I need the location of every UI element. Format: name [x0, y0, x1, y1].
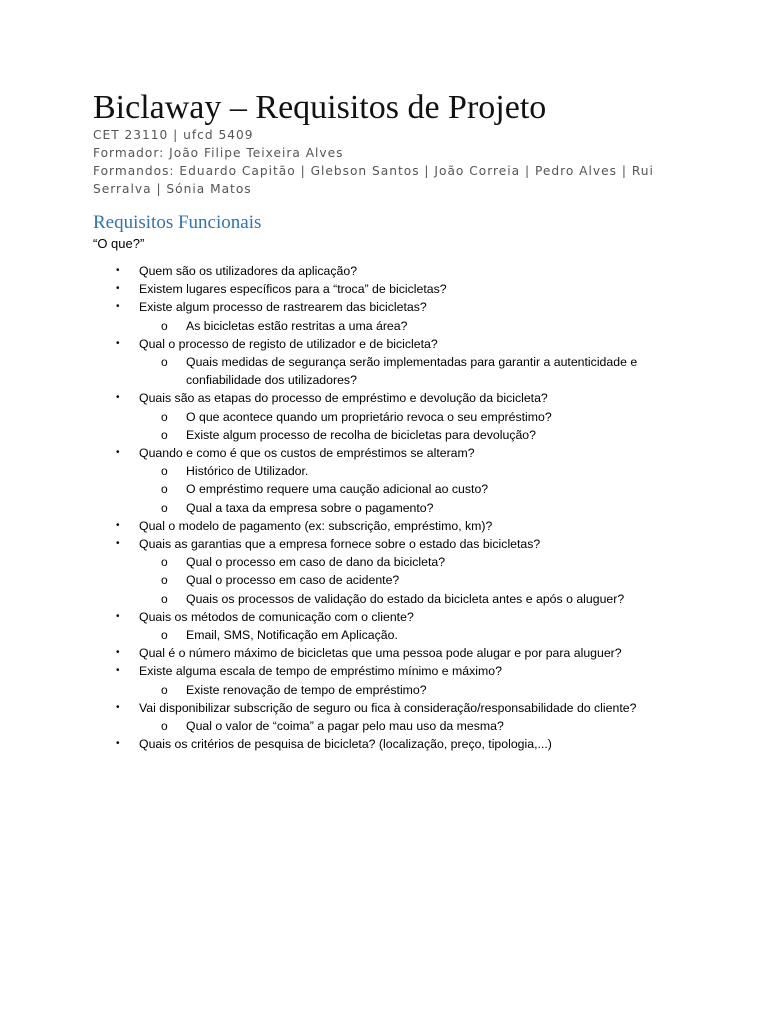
list-item-text: Existe renovação de tempo de empréstimo? [186, 682, 427, 697]
document-subtitle [93, 126, 683, 198]
list-item-text: Email, SMS, Notificação em Aplicação. [186, 628, 398, 643]
hollow-bullet-marker: o [161, 573, 168, 588]
sub-list-item [0, 480, 676, 498]
sub-list-item [0, 590, 676, 608]
list-item [0, 444, 679, 462]
trainees-line: Formandos: Eduardo Capitão | Glebson Santos | João Correia | Pedro Alves | Rui [93, 164, 654, 178]
list-item-text: Quais as garantias que a empresa fornece sobre o estado das bicicletas? [139, 537, 541, 552]
bullet-marker: • [116, 519, 120, 531]
hollow-bullet-marker: o [161, 409, 168, 424]
list-item [0, 735, 679, 753]
hollow-bullet-marker: o [161, 355, 168, 370]
sub-list-item [0, 317, 676, 335]
list-item-text: Qual o processo de registo de utilizador e de bicicleta? [139, 336, 438, 351]
list-item [0, 335, 679, 353]
list-item [0, 280, 679, 298]
list-item-text: Quais medidas de segurança serão implementadas para garantir a autenticidade e confiabilidade dos utilizadores? [186, 355, 638, 388]
sub-list-item [0, 626, 676, 644]
hollow-bullet-marker: o [161, 555, 168, 570]
list-item-text: Qual o processo em caso de acidente? [186, 573, 400, 588]
list-item-text: Existem lugares específicos para a “troca” de bicicletas? [139, 282, 447, 297]
hollow-bullet-marker: o [161, 591, 168, 606]
list-item [0, 608, 679, 626]
list-item [0, 535, 679, 553]
bullet-marker: • [116, 647, 120, 659]
list-item [0, 644, 679, 662]
bullet-marker: • [116, 610, 120, 622]
hollow-bullet-marker: o [161, 500, 168, 515]
sub-list-item [0, 717, 676, 735]
bullet-marker: • [116, 538, 120, 550]
list-item-text: Quais os critérios de pesquisa de bicicleta? (localização, preço, tipologia,...) [139, 737, 552, 752]
hollow-bullet-marker: o [161, 628, 168, 643]
sub-list-item [0, 553, 676, 571]
list-item-text: O que acontece quando um proprietário revoca o seu empréstimo? [186, 409, 552, 424]
bullet-marker: • [116, 701, 120, 713]
section-heading: Requisitos Funcionais [93, 212, 262, 233]
requirements-list [0, 262, 768, 753]
list-item-text: Quais os processos de validação do estado da bicicleta antes e após o aluguer? [186, 591, 625, 606]
list-item-text: Existe algum processo de rastrearem das bicicletas? [139, 300, 427, 315]
trainees-line-continued: Serralva | Sónia Matos [93, 182, 252, 196]
bullet-marker: • [116, 665, 120, 677]
hollow-bullet-marker: o [161, 427, 168, 442]
sub-list-item [0, 462, 676, 480]
hollow-bullet-marker: o [161, 464, 168, 479]
list-item-text: As bicicletas estão restritas a uma área? [186, 318, 408, 333]
list-item-text: Qual o modelo de pagamento (ex: subscrição, empréstimo, km)? [139, 518, 493, 533]
list-item [0, 389, 679, 407]
hollow-bullet-marker: o [161, 719, 168, 734]
list-item-text: Existe alguma escala de tempo de empréstimo mínimo e máximo? [139, 664, 502, 679]
hollow-bullet-marker: o [161, 318, 168, 333]
bullet-marker: • [116, 337, 120, 349]
bullet-marker: • [116, 738, 120, 750]
list-item-text: Quando e como é que os custos de empréstimos se alteram? [139, 446, 475, 461]
list-item [0, 298, 679, 316]
list-item-text: Quais são as etapas do processo de empréstimo e devolução da bicicleta? [139, 391, 548, 406]
list-item-text: Qual é o número máximo de bicicletas que uma pessoa pode alugar e por para aluguer? [139, 646, 622, 661]
sub-list-item [0, 353, 676, 389]
list-item-text: Quais os métodos de comunicação com o cliente? [139, 609, 414, 624]
list-item-text: Histórico de Utilizador. [186, 464, 309, 479]
list-item [0, 662, 679, 680]
sub-list-item [0, 571, 676, 589]
hollow-bullet-marker: o [161, 682, 168, 697]
bullet-marker: • [116, 283, 120, 295]
list-item-text: Existe algum processo de recolha de bicicletas para devolução? [186, 427, 536, 442]
document-title: Biclaway – Requisitos de Projeto [93, 89, 547, 126]
list-item-text: O empréstimo requere uma caução adicional ao custo? [186, 482, 489, 497]
list-item [0, 262, 679, 280]
hollow-bullet-marker: o [161, 482, 168, 497]
list-item-text: Vai disponibilizar subscrição de seguro ou fica à consideração/responsabilidade do cliente? [139, 700, 637, 715]
list-item-text: Qual o valor de “coima” a pagar pelo mau uso da mesma? [186, 719, 504, 734]
course-line: CET 23110 | ufcd 5409 [93, 128, 254, 142]
sub-list-item [0, 408, 676, 426]
section-question: “O que?” [93, 236, 145, 251]
list-item [0, 699, 679, 717]
trainer-line: Formador: João Filipe Teixeira Alves [93, 146, 344, 160]
sub-list-item [0, 426, 676, 444]
bullet-marker: • [116, 392, 120, 404]
sub-list-item [0, 499, 676, 517]
bullet-marker: • [116, 301, 120, 313]
list-item [0, 517, 679, 535]
list-item-text: Qual a taxa da empresa sobre o pagamento? [186, 500, 434, 515]
list-item-text: Quem são os utilizadores da aplicação? [139, 264, 358, 278]
bullet-marker: • [116, 447, 120, 459]
bullet-marker: • [116, 265, 120, 276]
sub-list-item [0, 681, 676, 699]
list-item-text: Qual o processo em caso de dano da bicicleta? [186, 555, 446, 570]
